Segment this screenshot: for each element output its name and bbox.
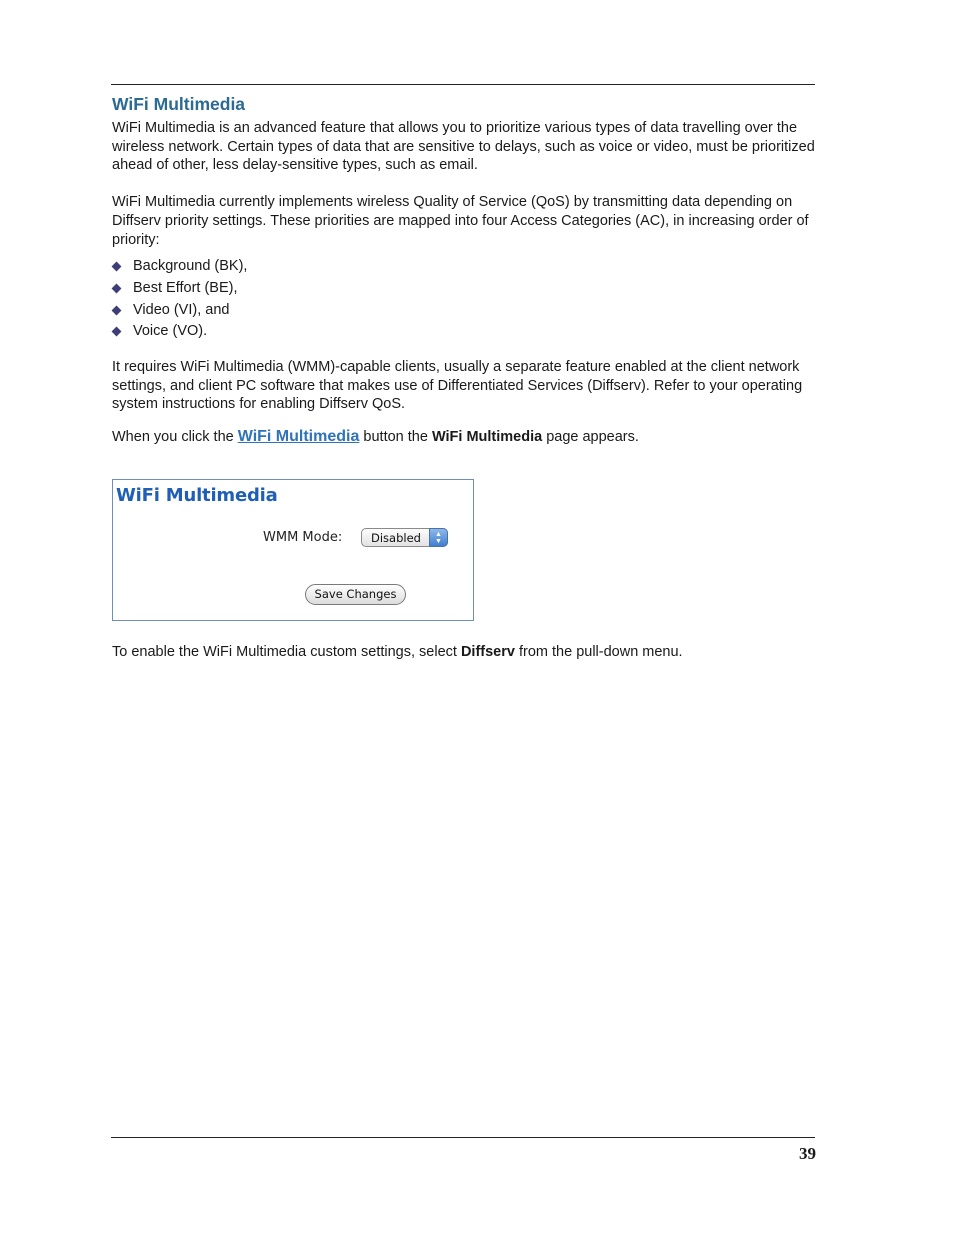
diamond-bullet-icon [112,262,122,272]
access-category-list [112,256,815,343]
diamond-bullet-icon [112,305,122,315]
footer-rule [111,1137,815,1138]
diamond-bullet-icon [112,327,122,337]
list-item: Best Effort (BE), [112,278,815,300]
list-item: Background (BK), [112,256,815,278]
section-title: WiFi Multimedia [112,94,246,114]
wmm-mode-value: Disabled [371,531,421,545]
diamond-bullet-icon [112,283,122,293]
wifi-multimedia-panel-screenshot [112,479,474,621]
up-down-arrows-icon: ▲ ▼ [429,528,448,547]
list-item: Video (VI), and [112,300,815,322]
panel-title: WiFi Multimedia [116,485,278,506]
qos-paragraph: WiFi Multimedia currently implements wireless Quality of Service (QoS) by transmitting data depending on Diffserv priority settings. These priorities are mapped into four Access Categories (AC), in increasing order of priority: [112,194,809,248]
main-content [112,93,815,447]
wmm-mode-select[interactable] [361,528,448,547]
header-rule [111,84,815,85]
wmm-mode-label: WMM Mode: [263,530,343,545]
page-number: 39 [799,1144,816,1163]
wifi-multimedia-link[interactable]: WiFi Multimedia [237,428,360,446]
requirements-paragraph: It requires WiFi Multimedia (WMM)-capable clients, usually a separate feature enabled at the client network settings, and client PC software that makes use of Differentiated Services (Diffserv). Refer to your operating system instructions for enabling Diffserv QoS. [112,358,803,413]
final-instruction: To enable the WiFi Multimedia custom settings, select Diffserv from the pull-down menu. [112,644,683,660]
list-item: Voice (VO). [112,321,815,343]
intro-paragraph: WiFi Multimedia is an advanced feature that allows you to prioritize various types of data travelling over the wireless network. Certain types of data that are sensitive to delays, such as voice or video, must be prioritized ahead of other, less delay-sensitive types, such as email. [112,120,815,174]
click-instruction: When you click the WiFi Multimedia button the WiFi Multimedia page appears. [112,428,639,446]
save-changes-button[interactable]: Save Changes [305,584,406,605]
